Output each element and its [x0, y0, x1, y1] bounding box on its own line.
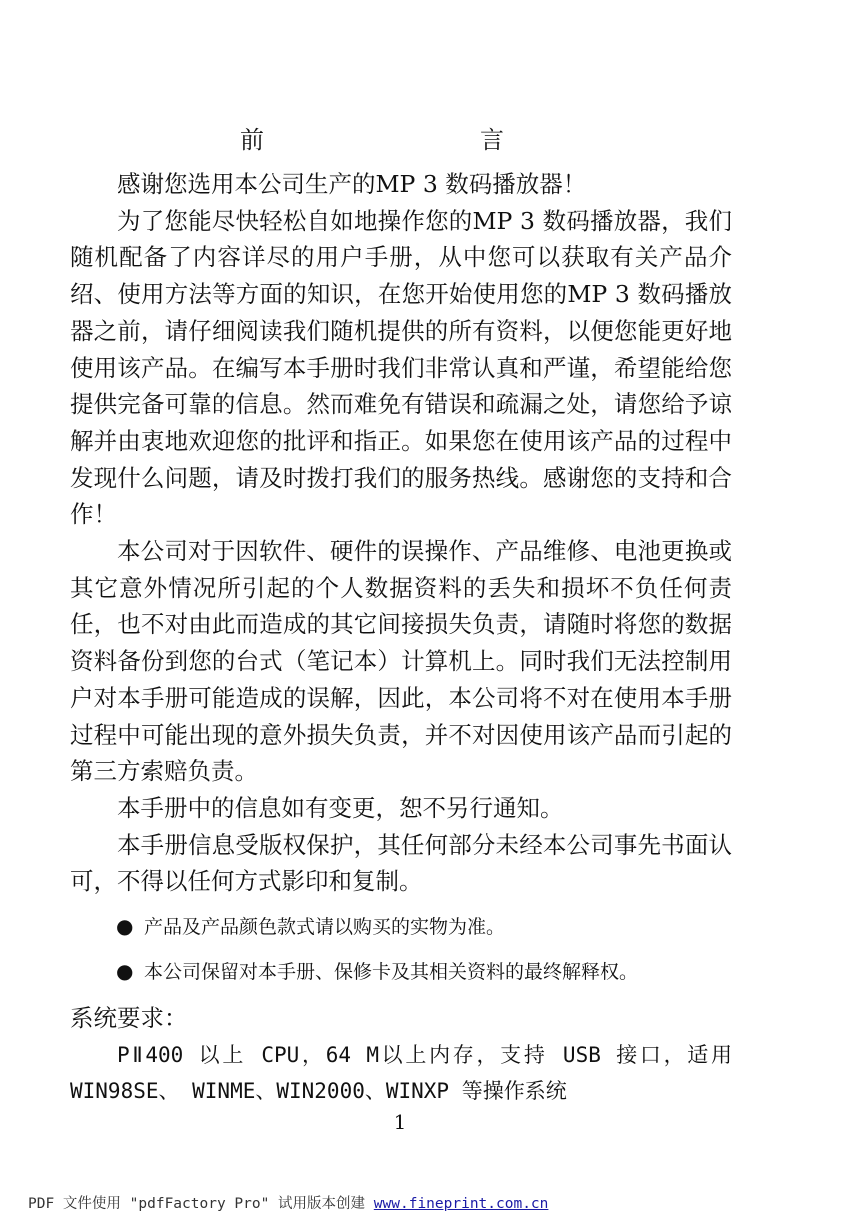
bullet-item	[70, 949, 732, 994]
page-number: 1	[393, 1110, 407, 1134]
body-text	[70, 166, 732, 1110]
paragraph-copyright: 本手册信息受版权保护，其任何部分未经本公司事先书面认可，不得以任何方式影印和复制。	[70, 830, 732, 896]
bullet-item	[70, 904, 732, 949]
paragraph-intro: 为了您能尽快轻松自如地操作您的MP 3 数码播放器，我们随机配备了内容详尽的用户手册，从中您可以获取有关产品介绍、使用方法等方面的知识，在您开始使用您的MP 3 数码播放器之前，请仔细阅读我们随机提供的所有资料，以便您能更好地使用该产品。在编写本手册时我们非常认真和严谨，希望能给您提供完备可靠的信息。然而难免有错误和疏漏之处，请您给予谅解并由衷地欢迎您的批评和指正。如果您在使用该产品的过程中发现什么问题，请及时拨打我们的服务热线。感谢您的支持和合作！	[70, 206, 732, 529]
bullet-list	[70, 904, 732, 994]
paragraph-changes: 本手册中的信息如有变更，恕不另行通知。	[117, 793, 564, 822]
requirements-heading: 系统要求：	[70, 1004, 188, 1033]
pdf-footer	[28, 1192, 548, 1213]
bullet-dot-icon: ●	[116, 959, 134, 984]
bullet-text: 产品及产品颜色款式请以购买的实物为准。	[144, 916, 506, 939]
footer-link[interactable]: www.fineprint.com.cn	[373, 1196, 549, 1212]
footer-text: PDF 文件使用 "pdfFactory Pro" 试用版本创建	[28, 1196, 374, 1212]
requirements-text: PⅡ400 以上 CPU，64 M以上内存，支持 USB 接口，适用 WIN98SE、 WINME、WIN2000、WINXP 等操作系统	[70, 1042, 732, 1104]
bullet-dot-icon: ●	[116, 914, 134, 939]
paragraph-liability: 本公司对于因软件、硬件的误操作、产品维修、电池更换或其它意外情况所引起的个人数据资料的丢失和损坏不负任何责任，也不对由此而造成的其它间接损失负责，请随时将您的数据资料备份到您的台式（笔记本）计算机上。同时我们无法控制用户对本手册可能造成的误解，因此，本公司将不对在使用本手册过程中可能出现的意外损失负责，并不对因使用该产品而引起的第三方索赔负责。	[70, 537, 732, 786]
page-title: 前 言	[240, 126, 560, 154]
paragraph-thanks: 感谢您选用本公司生产的MP 3 数码播放器！	[117, 170, 587, 198]
bullet-text: 本公司保留对本手册、保修卡及其相关资料的最终解释权。	[144, 961, 639, 984]
